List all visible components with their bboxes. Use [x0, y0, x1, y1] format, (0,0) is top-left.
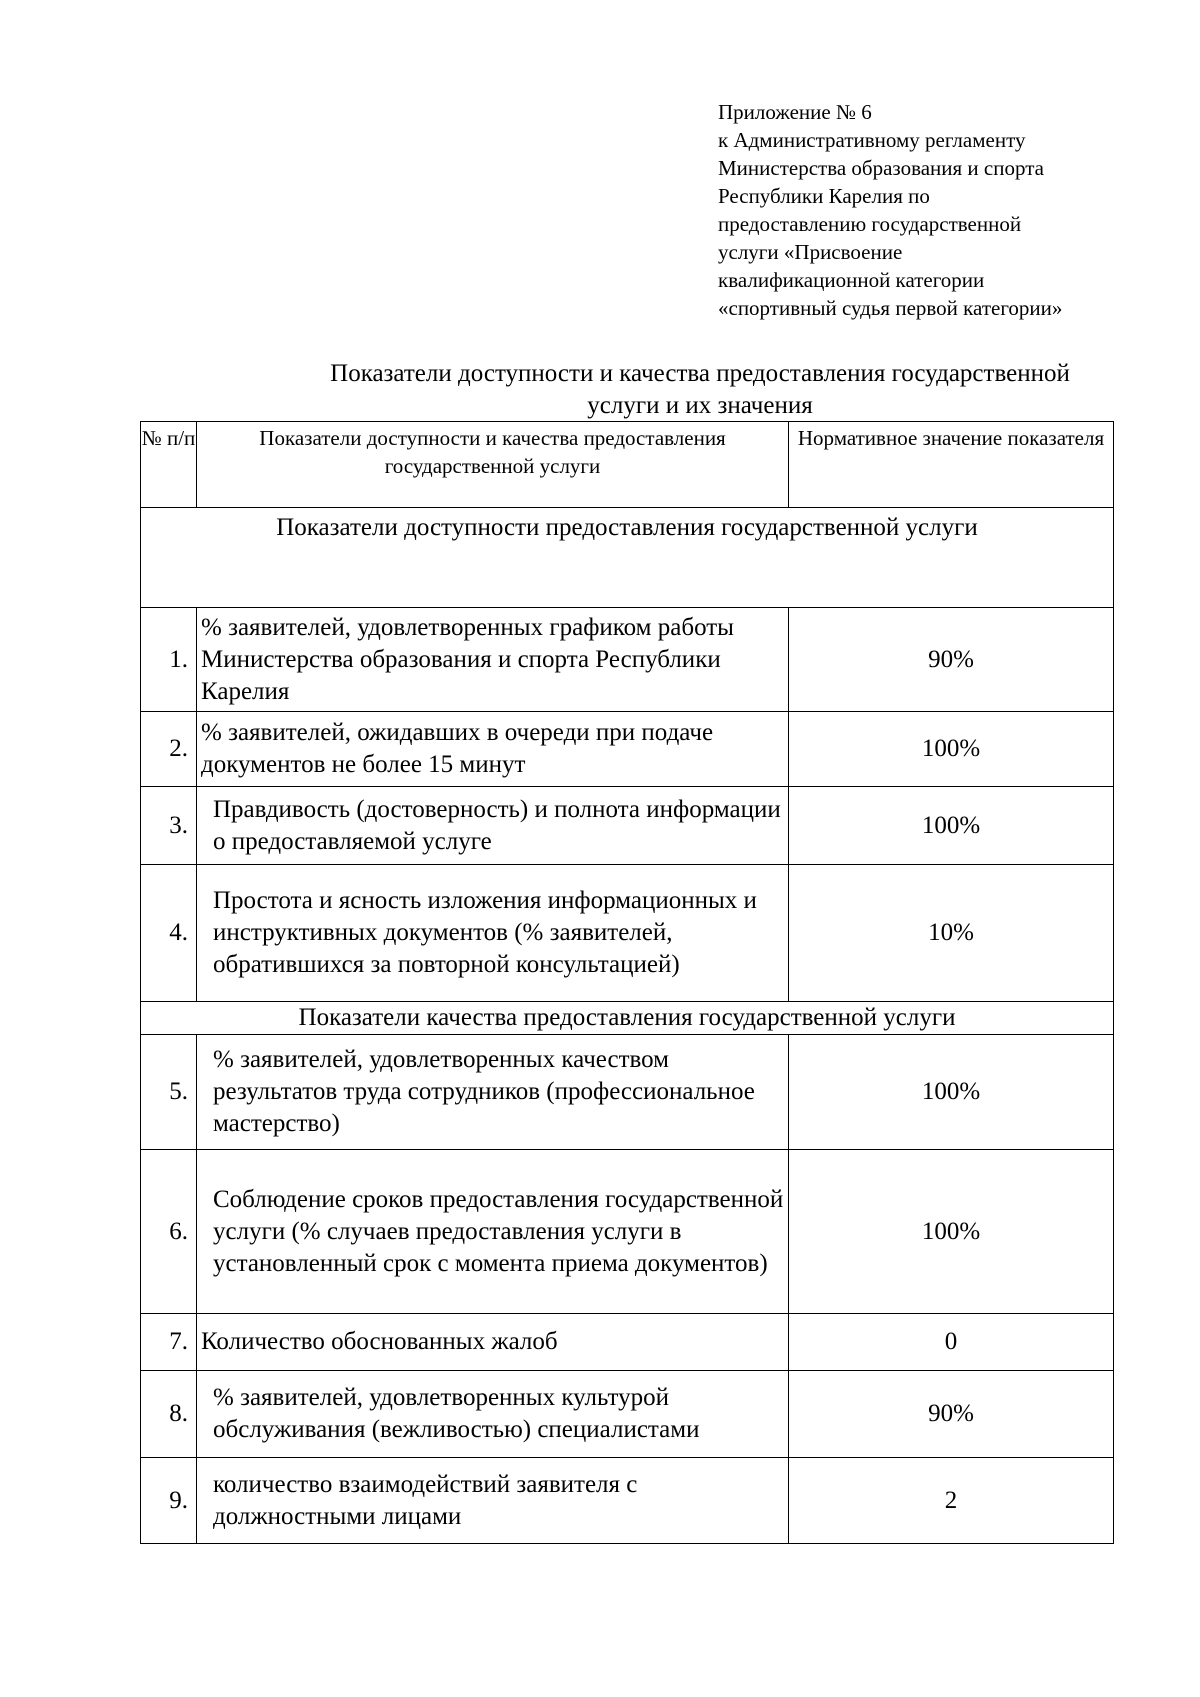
document-title-line1: Показатели доступности и качества предоставления государственной	[330, 360, 1070, 387]
row-number: 1.	[141, 608, 197, 712]
appendix-note	[718, 98, 1188, 322]
appendix-line: Министерства образования и спорта	[718, 156, 1044, 180]
table-row	[141, 608, 1114, 712]
row-number: 7.	[141, 1314, 197, 1371]
row-value: 10%	[789, 865, 1114, 1002]
table-row	[141, 1035, 1114, 1150]
appendix-line: квалификационной категории	[718, 268, 985, 292]
row-number: 8.	[141, 1371, 197, 1458]
row-value: 100%	[789, 787, 1114, 865]
row-indicator: Простота и ясность изложения информационных и инструктивных документов (% заявителей, обратившихся за повторной консультацией)	[197, 865, 789, 1002]
document-title-line2: услуги и их значения	[587, 392, 813, 419]
row-indicator: количество взаимодействий заявителя с должностными лицами	[197, 1458, 789, 1544]
table-row	[141, 1371, 1114, 1458]
appendix-line: Республики Карелия по	[718, 184, 930, 208]
header-value: Нормативное значение показателя	[789, 422, 1114, 508]
row-value: 0	[789, 1314, 1114, 1371]
appendix-line: «спортивный судья первой категории»	[718, 296, 1063, 320]
row-number: 2.	[141, 712, 197, 787]
row-value: 100%	[789, 1035, 1114, 1150]
row-value: 100%	[789, 712, 1114, 787]
appendix-line: предоставлению государственной	[718, 212, 1022, 236]
row-indicator: Количество обоснованных жалоб	[197, 1314, 789, 1371]
appendix-line: к Административному регламенту	[718, 128, 1026, 152]
table-header-row	[141, 422, 1114, 508]
header-indicator: Показатели доступности и качества предоставления государственной услуги	[197, 422, 789, 508]
row-number: 6.	[141, 1150, 197, 1314]
row-indicator: Соблюдение сроков предоставления государственной услуги (% случаев предоставления услуги в установленный срок с момента приема документов)	[197, 1150, 789, 1314]
row-number: 4.	[141, 865, 197, 1002]
section-quality: Показатели качества предоставления государственной услуги	[141, 1002, 1114, 1035]
row-number: 3.	[141, 787, 197, 865]
row-value: 2	[789, 1458, 1114, 1544]
row-value: 90%	[789, 1371, 1114, 1458]
table-row	[141, 1150, 1114, 1314]
table-row	[141, 1458, 1114, 1544]
indicators-table	[140, 421, 1114, 1544]
row-indicator: % заявителей, удовлетворенных графиком работы Министерства образования и спорта Республики Карелия	[197, 608, 789, 712]
appendix-line: услуги «Присвоение	[718, 240, 903, 264]
header-num: № п/п	[141, 422, 197, 508]
row-indicator: % заявителей, ожидавших в очереди при подаче документов не более 15 минут	[197, 712, 789, 787]
row-indicator: Правдивость (достоверность) и полнота информации о предоставляемой услуге	[197, 787, 789, 865]
table-row	[141, 712, 1114, 787]
row-number: 5.	[141, 1035, 197, 1150]
row-indicator: % заявителей, удовлетворенных качеством результатов труда сотрудников (профессиональное мастерство)	[197, 1035, 789, 1150]
document-title	[140, 358, 1200, 422]
row-value: 90%	[789, 608, 1114, 712]
section-availability: Показатели доступности предоставления государственной услуги	[141, 508, 1114, 608]
appendix-line: Приложение № 6	[718, 100, 872, 124]
row-value: 100%	[789, 1150, 1114, 1314]
section-row	[141, 508, 1114, 608]
table-row	[141, 1314, 1114, 1371]
section-row	[141, 1002, 1114, 1035]
table-row	[141, 865, 1114, 1002]
row-indicator: % заявителей, удовлетворенных культурой обслуживания (вежливостью) специалистами	[197, 1371, 789, 1458]
table-row	[141, 787, 1114, 865]
row-number: 9.	[141, 1458, 197, 1544]
